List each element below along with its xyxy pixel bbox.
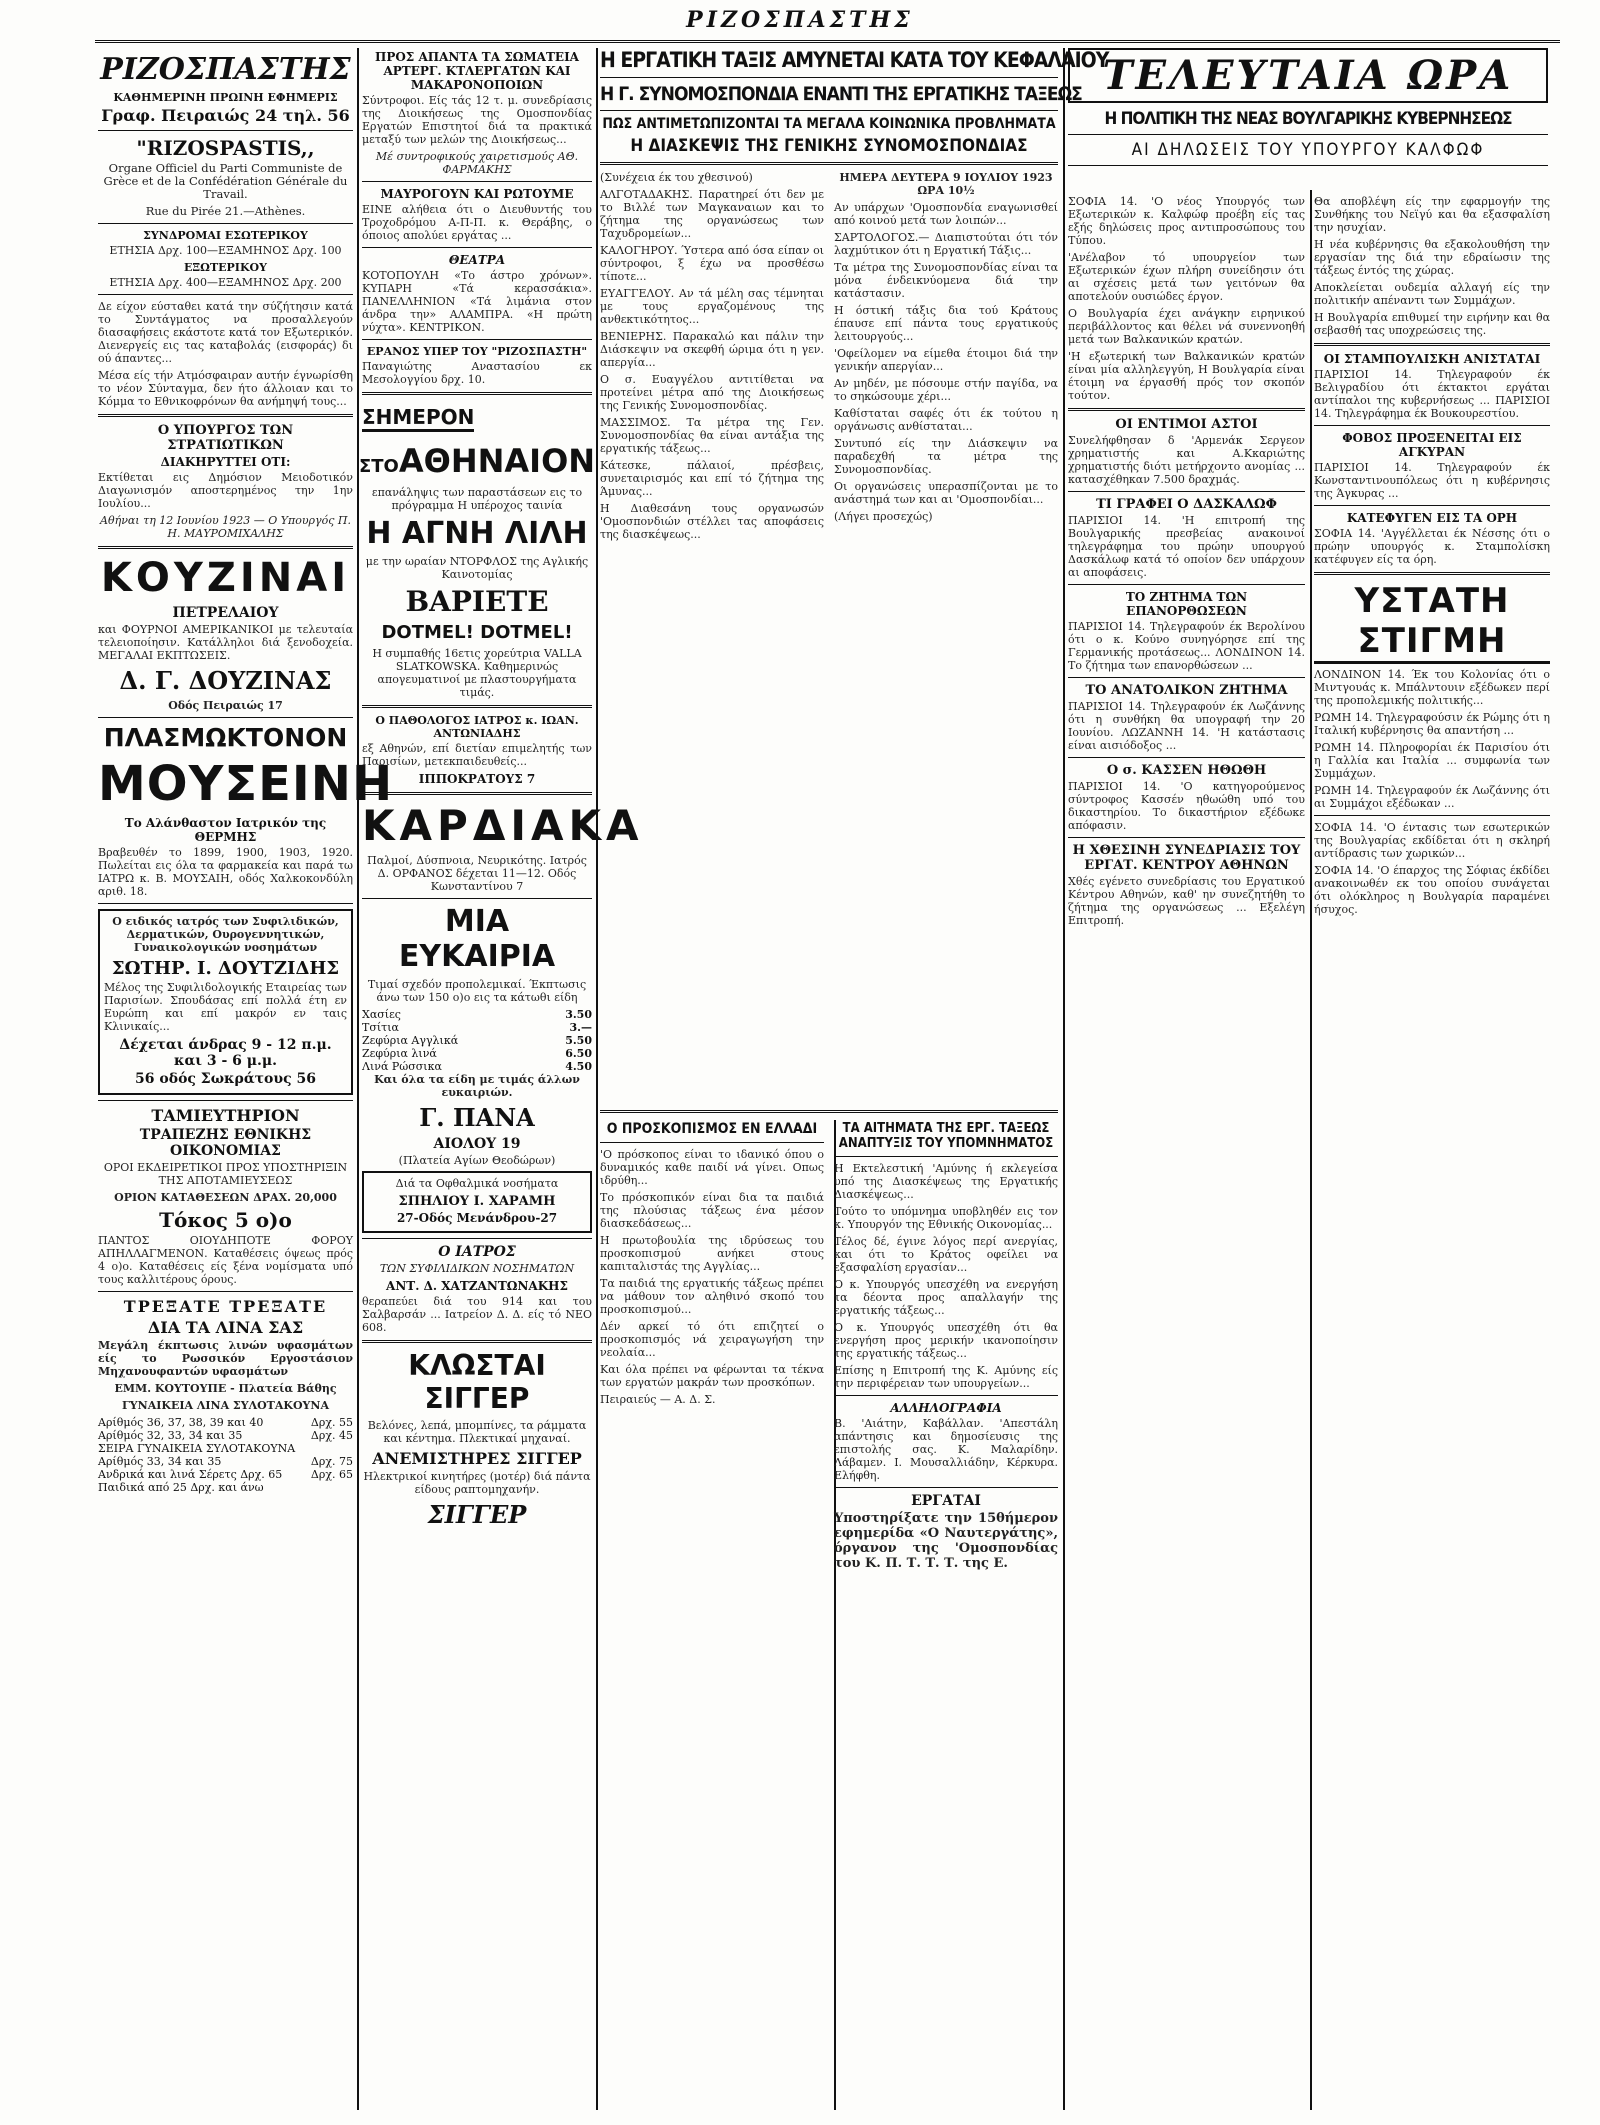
article-heading: ΟΙ ΣΤΑΜΠΟΥΛΙΣΚΗ ΑΝΙΣΤΑΤΑΙ (1323, 352, 1541, 366)
ad-text: Μεγάλη έκπτωσις λινών υφασμάτων είς το Ρωσσικόν Εργοστάσιον Μηχανουφαντών υφασμάτων (98, 1339, 353, 1378)
article-paragraph: Η όστική τάξις δια τού Κράτους έπαυσε επί πάντα τους εργατικούς λειτουργούς... (834, 304, 1058, 343)
lower-stories-row (600, 1113, 1058, 1575)
article-subheading: ΑΙ ΔΗΛΩΣΕΙΣ ΤΟΥ ΥΠΟΥΡΓΟΥ ΚΑΛΦΩΦ (1131, 140, 1485, 160)
article-paragraph: ΑΛΓΟΤΑΔΑΚΗΣ. Παρατηρεί ότι δεν με το Βιλλέ των Μαγκαναιων και το ζήτημα της οργανώσεως των Ταχυδρομείων... (600, 188, 824, 240)
ad-text: ΟΡΙΟΝ ΚΑΤΑΘΕΣΕΩΝ ΔΡΑΧ. 20,000 (114, 1191, 337, 1204)
variety: ΒΑΡΙΕΤΕ (405, 585, 549, 618)
story-paragraphs (834, 201, 1058, 523)
doctor-sub: ΤΩΝ ΣΥΦΙΛΙΔΙΚΩΝ ΝΟΣΗΜΑΤΩΝ (379, 1262, 575, 1275)
article-paragraph: 'Η εξωτερική των Βαλκανικών κρατών είναι μία αλληλεγγύη, Η Βουλγαρία είναι έτοιμη να έργασθή πρός τον σκοπόν τούτον. (1068, 350, 1305, 402)
ad-rate: Τόκος 5 ο)ο (159, 1208, 292, 1232)
article-heading: ΕΡΑΝΟΣ ΥΠΕΡ ΤΟΥ "ΡΙΖΟΣΠΑΣΤΗ" (366, 345, 588, 358)
story-demands (834, 1113, 1058, 1575)
doctor-address: ΙΠΠΟΚΡΑΤΟΥΣ 7 (418, 772, 536, 786)
column-2 (358, 48, 644, 2108)
price-item: Ζεφύρια Αγγλικά (362, 1034, 459, 1047)
price-label: ΣΕΙΡΑ ΓΥΝΑΙΚΕΙΑ ΣΥΛΟΤΑΚΟΥΝΑ (98, 1442, 296, 1455)
article-paragraph: Επίσης η Επιτροπή της Κ. Αμύνης είς την περιφέρειαν των υπουργείων... (834, 1364, 1058, 1390)
price-value: 5.50 (565, 1034, 592, 1047)
ad-heading: ΤΑΜΙΕΥΤΗΡΙΟΝ (151, 1106, 300, 1125)
article-text: Δε είχον εύσταθει κατά την σύζήτησιν κατά το Συντάγματος να προσαλλεγούν διασαφήσεις εκάστοτε κατά τον Εξωτερικόν. Διενεργείς εις τας καταβολάς (εισφοράς) δι ού άπαντες... (98, 300, 353, 365)
article-paragraph: Συντυπό είς την Διάσκεψιν να παραδεχθή τα μέτρα της Συνομοσπονδίας. (834, 437, 1058, 476)
notice-sign: Αθήναι τη 12 Ιουνίου 1923 — Ο Υπουργός Π. Η. ΜΑΥΡΟΜΙΧΑΛΗΣ (100, 514, 351, 540)
article-heading: ΜΑΥΡΟΓΟΥΝ ΚΑΙ ΡΩΤΟΥΜΕ (380, 187, 574, 201)
ad-heading: ΔΙΑ ΤΑ ΛΙΝΑ ΣΑΣ (147, 1318, 304, 1337)
article-paragraph: Η Διαθεσάνη τους οργανωσών 'Ομοσπονδιών στέλλει τας αποφάσεις της διασκέψεως... (600, 502, 824, 541)
masthead: ΡΙΖΟΣΠΑΣΤΗΣ (686, 7, 914, 33)
story-paragraphs (1314, 668, 1550, 810)
ad-big: ΚΑΡΔΙΑΚΑ (362, 801, 644, 850)
ad-name: Δ. Γ. ΔΟΥΖΙΝΑΣ (119, 666, 332, 695)
ad-name: ΣΩΤΗΡ. Ι. ΔΟΥΤΖΙΔΗΣ (111, 958, 340, 979)
latest-news-header (1068, 48, 1548, 198)
price-value: 3.50 (565, 1008, 592, 1021)
ad-text: Βραβευθέν το 1899, 1900, 1903, 1920. Πωλείται εις όλα τα φαρμακεία και παρά τω ΙΑΤΡΩ κ. Β. ΜΟΥΣΑΙΗ, οδός Χαλκοκονδύλη αριθ. 18. (98, 846, 353, 898)
title: ΡΙΖΟΣΠΑΣΤΗΣ (100, 52, 351, 87)
price-row (98, 1455, 353, 1468)
article-paragraph: Ο κ. Υπουργός υπεσχέθη ότι θα ενεργήση προς μερικήν ικανοποίησιν της εργατικής τάξεως... (834, 1321, 1058, 1360)
article-paragraph: Η Βουλγαρία επιθυμεί την ειρήνην και θα σεβασθή τας υποχρεώσεις της. (1314, 311, 1550, 337)
subs-line: ΕΤΗΣΙΑ Δρχ. 100—ΕΞΑΜΗΝΟΣ Δρχ. 100 (109, 244, 342, 257)
ad-text: Βελόνες, λεπά, μπομπίνες, τα ράμματα και κέντημα. Πλεκτικαί μηχαναί. (367, 1419, 587, 1445)
ad-address: 27-Οδός Μενάνδρου-27 (396, 1211, 558, 1225)
ad-heading: ΚΟΥΖΙΝΑΙ (100, 555, 351, 601)
notice-text: Εκτίθεται εις Δημόσιον Μειοδοτικόν Διαγωνισμόν αποστερημένος την 1ην Ιουλίου... (98, 471, 353, 510)
price-row (362, 1034, 592, 1047)
article-paragraph: ΡΩΜΗ 14. Πληροφορίαι έκ Παρισίου ότι η Γαλλία και Ιταλία ... συμφωνία των Συμμάχων. (1314, 741, 1550, 780)
article-paragraph: Η νέα κυβέρνησις θα εξακολουθήση την εργασίαν της διά την εδραίωσιν της τάξεως έντός της χώρας. (1314, 238, 1550, 277)
article-paragraph: ΚΑΛΟΓΗΡΟΥ. Ύστερα από όσα είπαν οι σύντροφοι, ξ έχω να προσθέσω τίποτε... (600, 244, 824, 283)
column-5b (1314, 195, 1550, 2105)
price-row (98, 1416, 353, 1429)
ad-text: Παλμοί, Δύσπνοια, Νευρικότης. Ιατρός Δ. ΟΡΦΑΝΟΣ δέχεται 11—12. Οδός Κωνσταντίνου 7 (367, 854, 587, 893)
article-heading: ΠΡΟΣ ΑΠΑΝΤΑ ΤΑ ΣΩΜΑΤΕΙΑ ΑΡΤΕΡΓ. ΚΤΛΕΡΓΑΤΩΝ ΚΑΙ ΜΑΚΑΡΟΝΟΠΟΙΩΝ (375, 50, 579, 92)
shop-address: (Πλατεία Αγίων Θεοδώρων) (398, 1154, 556, 1167)
article-paragraph: Τα μέτρα της Συνομοσπονδίας είναι τα μόνα ένδεικνύομενα διά την κατάστασιν. (834, 261, 1058, 300)
latin-sub: Organe Officiel du Parti Communiste de Grèce et de la Confédération Générale du Travail. (103, 161, 348, 201)
article-text: ΠΑΡΙΣΙΟΙ 14. Τηλεγραφούν έκ Βερολίνου ότι ο κ. Κούνο συνηγόρησε επί της Γερμανικής προτάσεως... ΛΟΝΔΙΝΟΝ 14. Το ζήτημα των επανορθώσεων ... (1068, 620, 1305, 672)
article-heading: Η ΠΟΛΙΤΙΚΗ ΤΗΣ ΝΕΑΣ ΒΟΥΛΓΑΡΙΚΗΣ ΚΥΒΕΡΝΗΣΕΩΣ (1104, 109, 1512, 129)
article-heading: ΤΟ ΑΝΑΤΟΛΙΚΟΝ ΖΗΤΗΜΑ (1085, 683, 1288, 698)
ad-sub: Το Αλάνθαστον Ιατρικόν της ΘΕΡΜΗΣ (124, 816, 327, 844)
address: Rue du Pirée 21.—Athènes. (145, 204, 306, 218)
article-paragraph: Αν υπάρχων 'Ομοσπονδία εναγωνισθεί από κοινού μετά των λοιπών... (834, 201, 1058, 227)
contact: Γραφ. Πειραιώς 24 τηλ. 56 (101, 106, 350, 125)
story-paragraphs (1314, 195, 1550, 337)
article-heading: ΘΕΑΤΡΑ (448, 253, 506, 267)
notice-heading: Ο ΥΠΟΥΡΓΟΣ ΤΩΝ ΣΤΡΑΤΙΩΤΙΚΩΝ (157, 423, 294, 453)
price-value: Δρχ. 65 (310, 1468, 353, 1481)
article-paragraph: Τούτο το υπόμνημα υποβληθέν εις τον κ. Υπουργόν της Εθνικής Οικονομίας... (834, 1205, 1058, 1231)
article-text: Β. 'Αιάτην, Καβάλλαν. 'Απεστάλη απάντησις και δημοσίευσις της επιστολής σας. Κ. Μαλαρίδην. Λάβαμεν. Ι. Μουσαλλιάδην, Κέρκυρα. Ελήφθη. (834, 1417, 1058, 1482)
story-col-right (834, 171, 1058, 545)
price-value: Δρχ. 55 (310, 1416, 353, 1429)
doctor-text: θεραπεύει διά του 914 και του Σαλβαρσάν ... Ιατρείον Δ. Δ. είς τό ΝΕΟ 608. (362, 1295, 592, 1334)
article-text: ΕΙΝΕ αλήθεια ότι ο Διευθυντής του Τροχοδρόμου Α-Π-Π. κ. Θεράβης, ο όποιος απολύει εργάτας ... (362, 203, 592, 242)
article-text: Παναγιώτης Αναστασίου εκ Μεσολογγίου δρχ. 10. (362, 360, 592, 386)
article-paragraph: 'Ανέλαβον τό υπουργείον των Εξωτερικών έχων πλήρη συνείδησιν ότι αι σχέσεις μετά των γειτόνων θα αποτελούν ουσιώδες έργον. (1068, 251, 1305, 303)
price-item: Τσίτια (362, 1021, 399, 1034)
ad-big: ΚΛΩΣΤΑΙ ΣΙΓΓΕΡ (408, 1349, 546, 1415)
article-paragraph: Το πρόσκοπικόν είναι δια τα παιδιά της πλούσιας τάξεως ένα μέσον διασκεδάσεως... (600, 1191, 824, 1230)
article-paragraph: Τέλος δέ, έγινε λόγος περί ανεργίας, και ότι το Κράτος οφείλει να εξασφαλίση εργασίαν... (834, 1235, 1058, 1274)
ad-text: ΟΡΟΙ ΕΚΔΕΙΡΕΤΙΚΟΙ ΠΡΟΣ ΥΠΟΣΤΗΡΙΞΙΝ ΤΗΣ ΑΠΟΤΑΜΙΕΥΣΕΩΣ (103, 1161, 348, 1187)
notice-sub: ΔΙΑΚΗΡΥΤΤΕΙ ΟΤΙ: (160, 455, 291, 469)
main-headline: Η ΕΡΓΑΤΙΚΗ ΤΑΞΙΣ ΑΜΥΝΕΤΑΙ ΚΑΤΑ ΤΟΥ ΚΕΦΑΛΑΙΟΥ (600, 48, 1109, 72)
ad-name: ΣΠΗΛΙΟΥ Ι. ΧΑΡΑΜΗ (398, 1194, 556, 1209)
ad-text: Τιμαί σχεδόν προπολεμικαί. Έκπτωσις άνω των 150 ο)ο εις τα κάτωθι είδη (367, 978, 587, 1004)
article-text: ΠΑΡΙΣΙΟΙ 14. Τηλεγραφούν έκ Λωζάννης ότι η συνθήκη θα υπογραφή την 20 Ιουνίου. ΛΩΖΑΝΝΗ 14. 'Η κατάστασις είναι αισιόδοξος ... (1068, 700, 1305, 752)
subtitle: ΚΑΘΗΜΕΡΙΝΗ ΠΡΩΙΝΗ ΕΦΗΜΕΡΙΣ (113, 91, 338, 104)
film-title: Η ΑΓΝΗ ΛΙΛΗ (366, 516, 588, 551)
article-paragraph: Ο Βουλγαρία έχει ανάγκην ειρηνικού περιβάλλοντος και θέλει νά συνεννοηθή μετά των Βαλκανικών κρατών. (1068, 307, 1305, 346)
variety-text: Η συμπαθής 16ετις χορεύτρια VALLA SLATKOWSKA. Καθημερινώς απογευματινοί με πλαστουργήματα τιμάς. (372, 647, 582, 699)
theatre-title (358, 442, 596, 480)
ad-address: Οδός Πειραιώς 17 (168, 699, 283, 712)
ad-big: ΜΙΑ ΕΥΚΑΙΡΙΑ (398, 904, 556, 974)
article-heading: ΤΟ ΖΗΤΗΜΑ ΤΩΝ ΕΠΑΝΟΡΘΩΣΕΩΝ (1125, 590, 1248, 618)
price-row (98, 1468, 353, 1481)
price-row (98, 1442, 353, 1455)
latin-title: "RIZOSPASTIS,, (136, 136, 315, 160)
article-text: Συνελήφθησαν δ 'Αρμενάκ Σεργεον χρηματιστής και Α.Κκαριώτης χρηματιστής διότι μετήρχοντο ανομίας ... κατασχέθηκαν 7.500 δραχμάς. (1068, 434, 1305, 486)
article-paragraph: (Συνέχεια έκ του χθεσινού) (600, 171, 753, 184)
article-text: Χθές εγένετο συνεδρίασις του Εργατικού Κέντρου Αθηνών, καθ' ην συνεζητήθη το ζήτημα της οργανώσεως ... Εξελέγη Επιτροπή. (1068, 875, 1305, 927)
article-paragraph: ΣΑΡΤΟΛΟΓΟΣ.— Διαπιστούται ότι τόν λαχμύτικον ότι η Εργατική Τάξις... (834, 231, 1058, 257)
story-paragraphs (600, 1148, 824, 1406)
article-heading: ΦΟΒΟΣ ΠΡΟΞΕΝΕΙΤΑΙ ΕΙΣ ΑΓΚΥΡΑΝ (1342, 431, 1522, 459)
table-head: ΓΥΝΑΙΚΕΙΑ ΛΙΝΑ ΣΥΛΟΤΑΚΟΥΝΑ (121, 1399, 329, 1412)
article-paragraph: Πειραιεύς — Α. Δ. Σ. (600, 1393, 716, 1406)
price-value: Δρχ. 45 (310, 1429, 353, 1442)
story-scouting (600, 1113, 824, 1575)
article-paragraph: Αποκλείεται ουδεμία αλλαγή είς την πολιτικήν απέναντι των Συμμάχων. (1314, 281, 1550, 307)
ad-text: και ΦΟΥΡΝΟΙ ΑΜΕΡΙΚΑΝΙΚΟΙ με τελευταία τελειοποίησιν. Κατάλληλοι διά ξενοδοχεία. ΜΕΓΑΛΑΙ ΕΚΠΤΩΣΕΙΣ. (98, 623, 353, 662)
ad-text: ΠΑΝΤΟΣ ΟΙΟΥΔΗΠΟΤΕ ΦΟΡΟΥ ΑΠΗΛΛΑΓΜΕΝΟΝ. Καταθέσεις όψεως πρός 4 ο)ο. Καταθέσεις είς ξένα νομίσματα υπό τους καλλιτέρους όρους. (98, 1234, 353, 1286)
doctor-heading: Ο ΙΑΤΡΟΣ (438, 1244, 516, 1260)
article-paragraph: (Λήγει προσεχώς) (834, 510, 933, 523)
doctor-ad (98, 909, 353, 1095)
subs-head: ΣΥΝΔΡΟΜΑΙ ΕΣΩΤΕΡΙΚΟΥ (143, 229, 308, 242)
price-value: 4.50 (565, 1060, 592, 1073)
column-rule (1063, 48, 1065, 2110)
column-rule (357, 48, 359, 2110)
price-item: Λινά Ρώσσικα (362, 1060, 442, 1073)
article-paragraph: ΒΕΝΙΕΡΗΣ. Παρακαλώ και πάλιν την Διάσκεψιν να σκεφθή ώριμα ότι η γεν. απεργία... (600, 330, 824, 369)
article-text: ΠΑΡΙΣΙΟΙ 14. 'Ο κατηγορούμενος σύντροφος Κασσέν ηθωώθη υπό του δικαστηρίου. Το δικαστήριον εξέδωκε απόφασιν. (1068, 780, 1305, 832)
theatre-pre: ΣΤΟ (358, 456, 399, 477)
story-paragraphs (1314, 821, 1550, 916)
ad-heading: ΤΡΕΞΑΤΕ ΤΡΕΞΑΤΕ (123, 1297, 328, 1316)
ad-sub: ΑΝΕΜΙΣΤΗΡΕΣ ΣΙΓΓΕΡ (372, 1449, 582, 1468)
price-item: Ζεφύρια λινά (362, 1047, 437, 1060)
article-sign: Μέ συντροφικούς χαιρετισμούς ΑΘ. ΦΑΡΜΑΚΗΣ (375, 150, 579, 176)
article-paragraph: 'Οφείλομεν να είμεθα έτοιμοι διά την γενικήν απεργίαν... (834, 347, 1058, 373)
ad-text: Ηλεκτρικοί κινητήρες (μοτέρ) διά πάντα είδους ραπτομηχανήν. (363, 1470, 591, 1496)
ad-text: Ο ειδικός ιατρός των Συφιλιδικών, Δερματικών, Ουρογεννητικών, Γυναικολογικών νοσημάτων (112, 915, 339, 954)
article-heading: ΑΛΛΗΛΟΓΡΑΦΙΑ (890, 1401, 1002, 1415)
article-heading: ΚΑΤΕΦΥΓΕΝ ΕΙΣ ΤΑ ΟΡΗ (1346, 511, 1518, 525)
article-paragraph: ΜΑΣΣΙΜΟΣ. Τα μέτρα της Γεν. Συνομοσπονδίας θα είναι αντάξια της εργατικής τάξεως... (600, 416, 824, 455)
main-headline: Η Γ. ΣΥΝΟΜΟΣΠΟΝΔΙΑ ΕΝΑΝΤΙ ΤΗΣ ΕΡΓΑΤΙΚΗΣ ΤΑΞΕΩΣ (600, 83, 1082, 105)
ad-big: ΜΟΥΣΕΙΝΗ (98, 756, 394, 812)
ad-heading: ΠΛΑΣΜΩΚΤΟΝΟΝ (103, 723, 348, 752)
article-heading: ΤΙ ΓΡΑΦΕΙ Ο ΔΑΣΚΑΛΩΦ (1096, 497, 1277, 512)
article-paragraph: Οι οργανώσεις υπερασπίζονται με το ανάστημά των και αι 'Ομοσπονδίαι... (834, 480, 1058, 506)
ad-name: ΕΜΜ. ΚΟΥΤΟΥΠΕ - Πλατεία Βάθης (114, 1382, 337, 1395)
theatre-name: ΑΘΗΝΑΙΟΝ (398, 442, 596, 480)
doctor-name: ΑΝΤ. Δ. ΧΑΤΖΑΝΤΩΝΑΚΗΣ (386, 1279, 568, 1293)
price-value: 3.— (569, 1021, 592, 1034)
article-paragraph: Και όλα πρέπει να φέρωνται τα τέκνα των εργατών μακράν των προσκόπων. (600, 1363, 824, 1389)
subs-head: ΕΞΩΤΕΡΙΚΟΥ (184, 261, 267, 274)
main-subheadline: Η ΔΙΑΣΚΕΨΙΣ ΤΗΣ ΓΕΝΙΚΗΣ ΣΥΝΟΜΟΣΠΟΝΔΙΑΣ (630, 136, 1028, 156)
ad-sub: ΠΕΤΡΕΛΑΙΟΥ (172, 605, 279, 621)
dateline: ΗΜΕΡΑ ΔΕΥΤΕΡΑ 9 ΙΟΥΛΙΟΥ 1923 ΩΡΑ 10½ (839, 171, 1053, 197)
article-paragraph: 'Ο πρόσκοπος είναι το ιδανικό όπου ο δυναμικός καθε παιδί νά γίνει. Οπως ιδρύθη... (600, 1148, 824, 1187)
article-text: ΣΟΦΙΑ 14. 'Αγγέλλεται έκ Νέσσης ότι ο πρώην υπουργός κ. Σταμπολίσκη κατέφυγεν είς τα όρη. (1314, 527, 1550, 566)
article-paragraph: Η πρωτοβουλία της ιδρύσεως του προσκοπισμού ανήκει στους καπιταλιστάς της Αγγλίας... (600, 1234, 824, 1273)
price-item: Χασίες (362, 1008, 401, 1021)
price-table (362, 1008, 592, 1073)
price-row (362, 1060, 592, 1073)
price-label: Παιδικά από 25 Δρχ. και άνω (98, 1481, 264, 1494)
article-text: ΚΟΤΟΠΟΥΛΗ «Το άστρο χρόνων». ΚΥΠΑΡΗ «Τά κερασσάκια». ΠΑΝΕΛΛΗΝΙΟΝ «Τά λιμάνια στον άνδρα την» ΑΛΑΜΠΡΑ. «Η πρώτη νύχτα». ΚΕΝΤΡΙΚΟΝ. (362, 269, 592, 334)
article-heading: ΕΡΓΑΤΑΙ (911, 1493, 981, 1509)
article-paragraph: Θα αποβλέψη είς την εφαρμογήν της Συνθήκης του Νεϊγύ και θα εξασφαλίση την ησυχίαν. (1314, 195, 1550, 234)
shop-address: ΑΙΟΛΟΥ 19 (433, 1136, 521, 1152)
ad-text: Διά τα Οφθαλμικά νοσήματα (395, 1177, 559, 1190)
price-row (98, 1481, 353, 1494)
eye-doctor-ad (362, 1171, 592, 1233)
price-value: 6.50 (565, 1047, 592, 1060)
article-paragraph: Καθίσταται σαφές ότι έκ τούτου η οργάνωσις ανθίσταται... (834, 407, 1058, 433)
story-col-left (600, 171, 824, 545)
article-heading: ΟΙ ΕΝΤΙΜΟΙ ΑΣΤΟΙ (1115, 417, 1258, 432)
article-paragraph: Ο κ. Υπουργός υπεσχέθη να ενεργήση τα δέοντα προς απαλλαγήν της εργατικής τάξεως... (834, 1278, 1058, 1317)
article-text: Υποστηρίξατε την 15θήμερον εφημερίδα «Ο Ναυτεργάτης», όργανον της 'Ομοσπονδίας του Κ. Π. Τ. Τ. Τ. της Ε. (834, 1511, 1058, 1571)
article-text: Μέσα είς τήν Ατμόσφαιραν αυτήν έγνωρίσθη το νέον Σύνταγμα, δεν ήτο άλλοιαν και το Κόμμα το Εθνικοφρόνων θα ανήμηψή τους... (98, 369, 353, 408)
article-paragraph: ΣΟΦΙΑ 14. 'Ο νέος Υπουργός των Εξωτερικών κ. Καλφώφ προέβη είς τας εξής δηλώσεις προς αντιπροσώπους του Τύπου. (1068, 195, 1305, 247)
article-heading: Η ΧΘΕΣΙΝΗ ΣΥΝΕΔΡΙΑΣΙΣ ΤΟΥ ΕΡΓΑΤ. ΚΕΝΤΡΟΥ ΑΘΗΝΩΝ (1072, 843, 1301, 873)
article-paragraph: ΡΩΜΗ 14. Τηλεγραφούν έκ Λωζάννης ότι αι Συμμάχοι εξέδωκαν ... (1314, 784, 1550, 810)
article-text: ΠΑΡΙΣΙΟΙ 14. Τηλεγραφούν έκ Κωνσταντινουπόλεως ότι η κυβέρνησις της Άγκυρας ... (1314, 461, 1550, 500)
latest-news-banner: ΤΕΛΕΥΤΑΙΑ ΩΡΑ (1068, 48, 1548, 103)
story-paragraphs (834, 1162, 1058, 1390)
price-row (362, 1021, 592, 1034)
article-paragraph: Ο σ. Ευαγγέλου αντιτίθεται να προτείνει μέτρα από της Διοικήσεως της Γενικής Συνομοσπονδίας. (600, 373, 824, 412)
price-label: Αρίθμός 32, 33, 34 και 35 (98, 1429, 243, 1442)
subs-line: ΕΤΗΣΙΑ Δρχ. 400—ΕΞΑΜΗΝΟΣ Δρχ. 200 (109, 276, 342, 289)
film-sub: με την ωραίαν ΝΤΟΡΦΛΟΣ της Αγλικής Καινοτομίας (365, 555, 589, 581)
price-label: Ανδρικά και λινά Σέρετς Δρχ. 65 (98, 1468, 283, 1481)
today-heading: ΣΗΜΕΡΟΝ (362, 405, 474, 432)
article-subheading: ΑΝΑΠΤΥΞΙΣ ΤΟΥ ΥΠΟΜΝΗΜΑΤΟΣ (838, 1136, 1054, 1151)
article-paragraph: Κάτεσκε, πάλαιοί, πρέσβεις, συνεταιρισμός και επί τό ζήτημα της Άμυνας... (600, 459, 824, 498)
ad-text: Και όλα τα είδη με τιμάς άλλων ευκαιριών. (374, 1073, 580, 1099)
ad-hours: Δέχεται άνδρας 9 - 12 π.μ. και 3 - 6 μ.μ. (119, 1037, 332, 1069)
singer-brand: ΣΙΓΓΕΡ (427, 1500, 527, 1529)
main-story-body (600, 171, 1058, 545)
article-text: ΠΑΡΙΣΙΟΙ 14. Τηλεγραφούν έκ Βελιγραδίου ότι έκτακτοι εργάται αντίπαλοι της κυβερνήσεως ... ΠΑΡΙΣΙΟΙ 14. Τηλεγράφημα έκ Βουκουρεστίου. (1314, 368, 1550, 420)
article-paragraph: Η Εκτελεστική 'Αμύνης ή εκλεγείσα υπό της Διασκέψεως της Εργατικής Διασκέψεως... (834, 1162, 1058, 1201)
price-row (362, 1047, 592, 1060)
story-paragraphs (1068, 195, 1305, 402)
article-heading: Ο ΠΡΟΣΚΟΠΙΣΜΟΣ ΕΝ ΕΛΛΑΔΙ (606, 1121, 818, 1137)
shop-name: Γ. ΠΑΝΑ (419, 1103, 535, 1132)
price-list (98, 1416, 353, 1494)
masthead-rule (95, 40, 1560, 43)
article-heading: ΤΑ ΑΙΤΗΜΑΤΑ ΤΗΣ ΕΡΓ. ΤΑΞΕΩΣ (842, 1121, 1050, 1136)
ad-address: 56 οδός Σωκράτους 56 (135, 1071, 316, 1087)
article-paragraph: ΡΩΜΗ 14. Τηλεγραφούσιν έκ Ρώμης ότι η Ιταλική κυβέρνησις θα απαντήση ... (1314, 711, 1550, 737)
article-paragraph: Δέν αρκεί τό ότι επιζητεί ο προσκοπισμός νά χειραγωγήση την νεολαία... (600, 1320, 824, 1359)
article-paragraph: ΕΥΑΓΓΕΛΟΥ. Αν τά μέλη σας τέμνηται με τους εργαζομένους της ανθεκτικότητος... (600, 287, 824, 326)
article-paragraph: Αν μηδέν, με πόσουμε στήν παγίδα, να το σηκώσουμε χέρι... (834, 377, 1058, 403)
lower-stories (600, 1110, 1058, 2113)
ad-text: Μέλος της Συφιλιδολογικής Εταιρείας των Παρισίων. Σπουδάσας επί πολλά έτη εν Ευρώπη και επί μακρόν εν ταις Κλινικαίς... (104, 981, 347, 1033)
column-rule (596, 48, 598, 2110)
article-paragraph: ΣΟΦΙΑ 14. 'Ο έπαρχος της Σόφιας έκδίδει ανακοινωθέν εκ του οποίου συνάγεται ότι ολόκληρος η Βουλγαρία παραμένει ήσυχος. (1314, 864, 1550, 916)
article-text: Σύντροφοι. Είς τάς 12 τ. μ. συνεδρίασις της Διοικήσεως της Ομοσπονδίας Εργατών Επιστητοί διά τα πρακτικά μεταξύ των μελών της Διοικήσεως... (362, 94, 592, 146)
dotmel: DOTMEL! DOTMEL! (381, 622, 573, 643)
theatre-sub: επανάληψις των παραστάσεων εις το πρόγραμμα Η υπέροχος ταινία (371, 486, 583, 512)
main-subheadline: ΠΩΣ ΑΝΤΙΜΕΤΩΠΙΖΟΝΤΑΙ ΤΑ ΜΕΓΑΛΑ ΚΟΙΝΩΝΙΚΑ ΠΡΟΒΛΗΜΑΤΑ (602, 116, 1056, 132)
article-paragraph: ΛΟΝΔΙΝΟΝ 14. Έκ του Κολονίας ότι ο Μιντγουάς κ. Μπάλντουιν εξέδωκεν περί της προπολεμικής πολιτικής... (1314, 668, 1550, 707)
doctor-heading: Ο ΠΑΘΟΛΟΓΟΣ ΙΑΤΡΟΣ κ. ΙΩΑΝ. ΑΝΤΩΝΙΑΔΗΣ (375, 714, 579, 740)
price-label: Αρίθμός 33, 34 και 35 (98, 1455, 222, 1468)
article-text: ΠΑΡΙΣΙΟΙ 14. 'Η επιτροπή της Βουλγαρικής πρεσβείας ανακοινοί τηλεγράφημα του πρώην υπουργού Δασκάλωφ κατά τό οποίον δεν υπάρχουν αι αποφάσεις. (1068, 514, 1305, 579)
price-value: Δρχ. 75 (310, 1455, 353, 1468)
article-heading: Ο σ. ΚΑΣΣΕΝ ΗΘΩΘΗ (1106, 763, 1267, 778)
column-rule (1310, 190, 1312, 2110)
last-minute-banner: ΥΣΤΑΤΗ ΣΤΙΓΜΗ (1314, 581, 1550, 664)
article-paragraph: ΣΟΦΙΑ 14. 'Ο έντασις των εσωτερικών της Βουλγαρίας εκδίδεται ότι η σκληρή αντίδρασις των χωρικών... (1314, 821, 1550, 860)
price-row (362, 1008, 592, 1021)
article-paragraph: Τα παιδιά της εργατικής τάξεως πρέπει να μάθουν τον αληθινό σκοπό του προσκοπισμού... (600, 1277, 824, 1316)
column-5a (1068, 195, 1305, 2105)
price-label: Αρίθμός 36, 37, 38, 39 και 40 (98, 1416, 264, 1429)
price-row (98, 1429, 353, 1442)
ad-heading: ΤΡΑΠΕΖΗΣ ΕΘΝΙΚΗΣ ΟΙΚΟΝΟΜΙΑΣ (139, 1127, 312, 1159)
doctor-text: εξ Αθηνών, επί διετίαν επιμελητής των Παρισίων, μετεκπαιδευθείς... (362, 742, 592, 768)
